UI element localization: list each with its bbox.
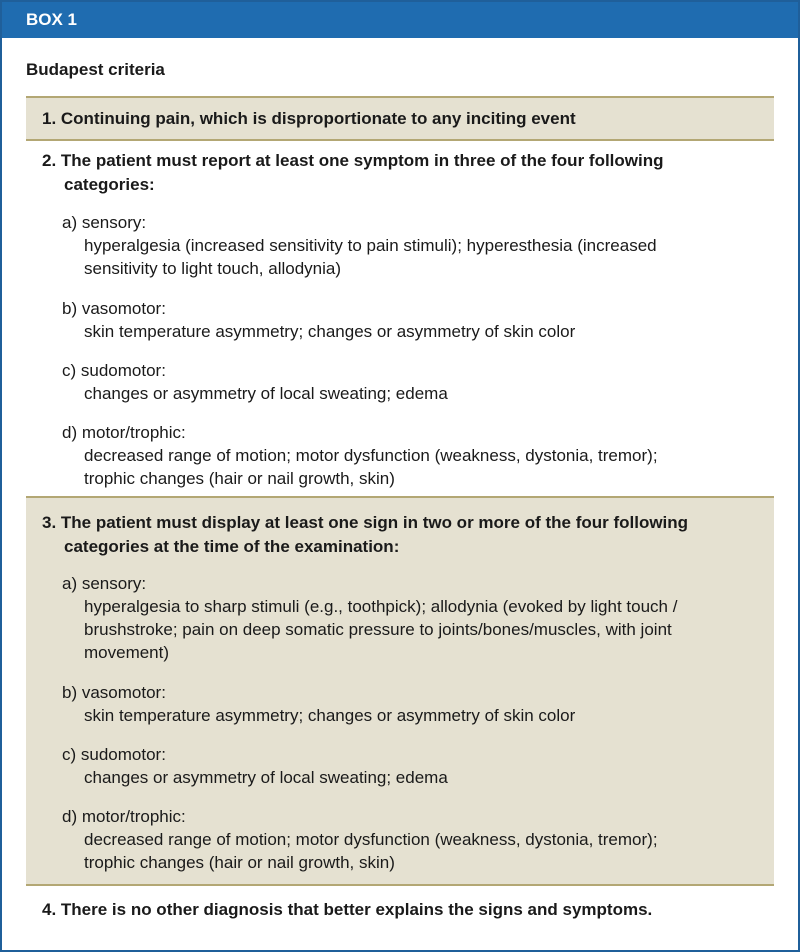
criterion-4: 4. There is no other diagnosis that better explains the signs and symptoms. bbox=[42, 900, 653, 919]
criterion-3-category-c-line: changes or asymmetry of local sweating; edema bbox=[84, 768, 448, 787]
criterion-2-line-1: 2. The patient must report at least one symptom in three of the four following bbox=[42, 151, 664, 170]
criterion-3-line-2: categories at the time of the examination: bbox=[64, 537, 400, 556]
criterion-2-category-a-line: sensitivity to light touch, allodynia) bbox=[84, 259, 342, 278]
criterion-3-category-d-line: trophic changes (hair or nail growth, skin) bbox=[84, 853, 395, 872]
criterion-2-category-b-line: skin temperature asymmetry; changes or asymmetry of skin color bbox=[84, 322, 576, 341]
criterion-3-category-a-line: brushstroke; pain on deep somatic pressure to joints/bones/muscles, with joint bbox=[84, 620, 672, 639]
criterion-2-category-d-label: d) motor/trophic: bbox=[62, 423, 186, 442]
criterion-1: 1. Continuing pain, which is disproportionate to any inciting event bbox=[42, 109, 576, 128]
criterion-3-category-a-label: a) sensory: bbox=[62, 574, 147, 593]
criterion-3-category-d-line: decreased range of motion; motor dysfunction (weakness, dystonia, tremor); bbox=[84, 830, 658, 849]
criterion-3-category-b-label: b) vasomotor: bbox=[62, 683, 166, 702]
criterion-3-category-a-line: movement) bbox=[84, 643, 170, 662]
criterion-2-category-c-line: changes or asymmetry of local sweating; edema bbox=[84, 384, 448, 403]
divider bbox=[26, 884, 774, 886]
divider bbox=[26, 139, 774, 141]
criterion-3-category-d-label: d) motor/trophic: bbox=[62, 807, 186, 826]
criterion-3-category-a-line: hyperalgesia to sharp stimuli (e.g., toothpick); allodynia (evoked by light touch / bbox=[84, 597, 678, 616]
criterion-3-line-1: 3. The patient must display at least one sign in two or more of the four following bbox=[42, 513, 689, 532]
criterion-2-category-b-label: b) vasomotor: bbox=[62, 299, 166, 318]
criterion-2-category-a-line: hyperalgesia (increased sensitivity to pain stimuli); hyperesthesia (increased bbox=[84, 236, 657, 255]
criterion-2-category-c-label: c) sudomotor: bbox=[62, 361, 166, 380]
criterion-2-category-a-label: a) sensory: bbox=[62, 213, 147, 232]
box-label: BOX 1 bbox=[2, 2, 798, 38]
box-title: Budapest criteria bbox=[26, 60, 165, 79]
criterion-2-category-d-line: trophic changes (hair or nail growth, skin) bbox=[84, 469, 395, 488]
criterion-3-category-c-label: c) sudomotor: bbox=[62, 745, 166, 764]
criterion-2-line-2: categories: bbox=[64, 175, 155, 194]
criterion-2-category-d-line: decreased range of motion; motor dysfunction (weakness, dystonia, tremor); bbox=[84, 446, 658, 465]
criterion-3-category-b-line: skin temperature asymmetry; changes or asymmetry of skin color bbox=[84, 706, 576, 725]
